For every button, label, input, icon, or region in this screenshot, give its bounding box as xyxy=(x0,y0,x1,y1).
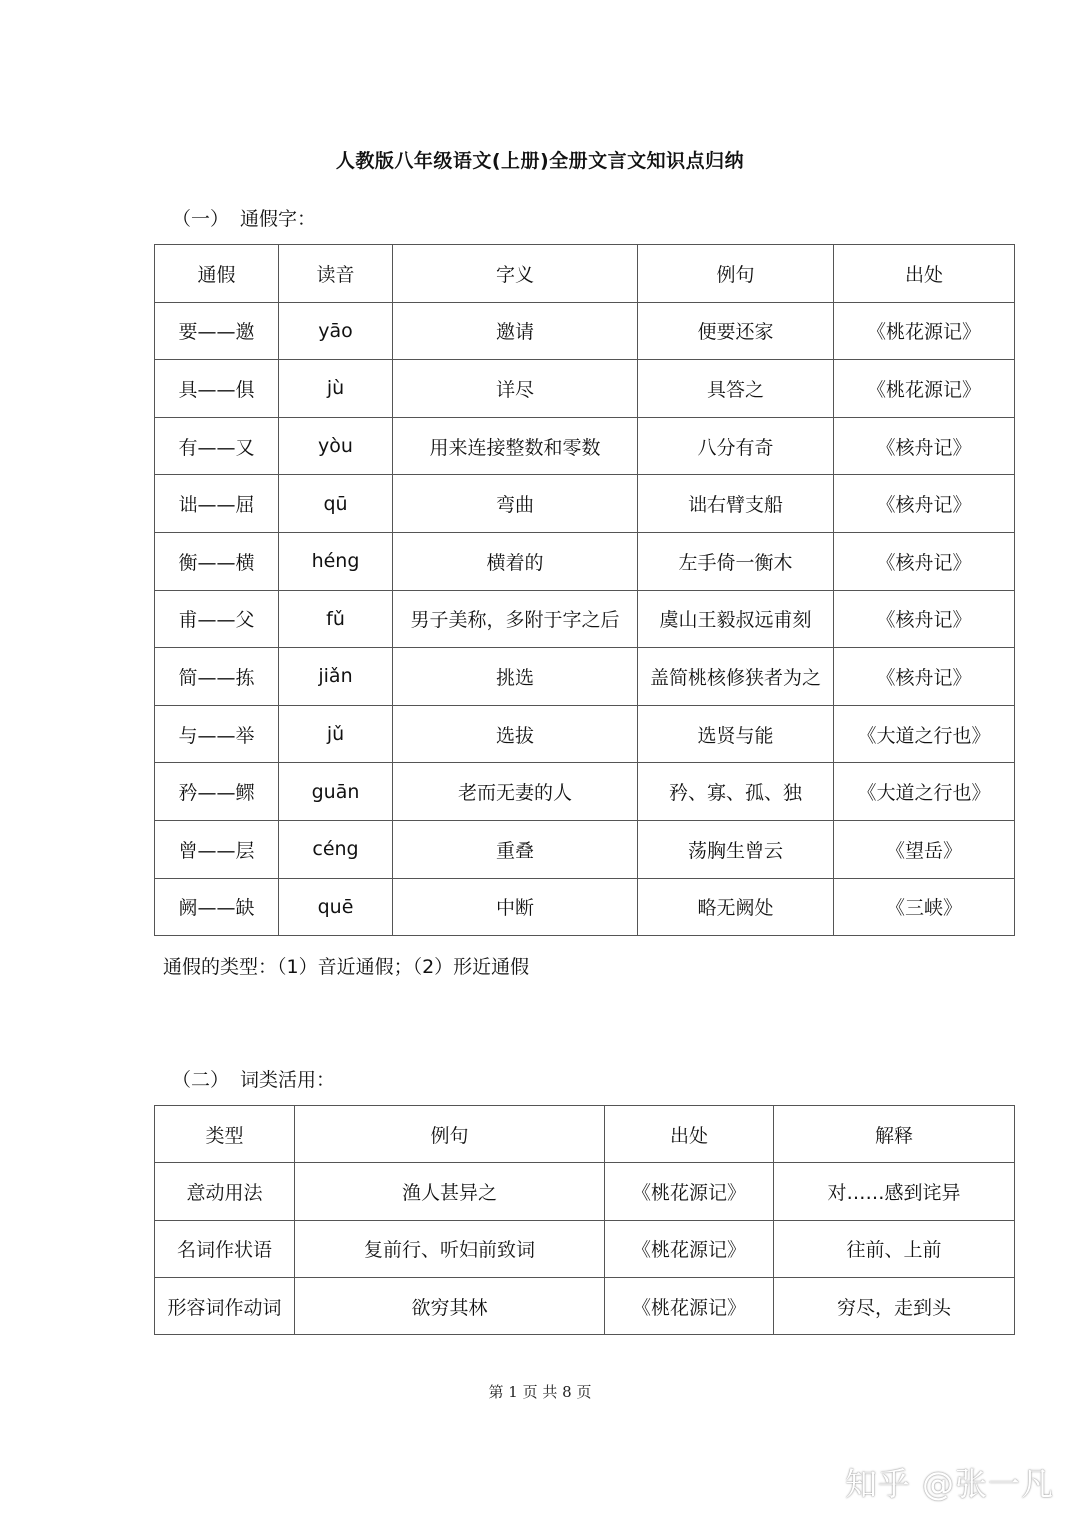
table-cell: jiǎn xyxy=(279,648,393,706)
table-cell: 《大道之行也》 xyxy=(834,705,1015,763)
header-cell: 字义 xyxy=(393,245,638,303)
table-cell: 荡胸生曾云 xyxy=(638,820,834,878)
table-cell: 具答之 xyxy=(638,360,834,418)
table-cell: 八分有奇 xyxy=(638,417,834,475)
table-cell: 往前、上前 xyxy=(774,1220,1015,1277)
table-cell: 《桃花源记》 xyxy=(605,1163,774,1220)
table-row xyxy=(155,648,1015,706)
table-cell: 阙——缺 xyxy=(155,878,279,936)
table-row xyxy=(155,590,1015,648)
table-row xyxy=(155,360,1015,418)
table-cell: 诎——屈 xyxy=(155,475,279,533)
table-cell: 老而无妻的人 xyxy=(393,763,638,821)
table-cell: 虞山王毅叔远甫刻 xyxy=(638,590,834,648)
header-cell: 例句 xyxy=(638,245,834,303)
header-cell: 出处 xyxy=(834,245,1015,303)
header-cell: 类型 xyxy=(155,1106,295,1163)
table-row xyxy=(155,878,1015,936)
table-cell: 便要还家 xyxy=(638,302,834,360)
table-cell: qū xyxy=(279,475,393,533)
table-cell: 《大道之行也》 xyxy=(834,763,1015,821)
table-cell: 中断 xyxy=(393,878,638,936)
table-cell: 《核舟记》 xyxy=(834,590,1015,648)
table-cell: 《桃花源记》 xyxy=(834,360,1015,418)
table-cell: 盖简桃核修狭者为之 xyxy=(638,648,834,706)
table-cell: 《桃花源记》 xyxy=(605,1277,774,1334)
table-cell: 《望岳》 xyxy=(834,820,1015,878)
table-cell: 欲穷其林 xyxy=(295,1277,605,1334)
table-cell: 《核舟记》 xyxy=(834,532,1015,590)
table-cell: 与——举 xyxy=(155,705,279,763)
table-cell: yāo xyxy=(279,302,393,360)
table-cell: 《核舟记》 xyxy=(834,648,1015,706)
table-row xyxy=(155,302,1015,360)
header-cell: 解释 xyxy=(774,1106,1015,1163)
table-cell: 用来连接整数和零数 xyxy=(393,417,638,475)
section-number: （二） xyxy=(172,1069,230,1091)
table-cell: 意动用法 xyxy=(155,1163,295,1220)
table-cell: 复前行、听妇前致词 xyxy=(295,1220,605,1277)
table-row xyxy=(155,1277,1015,1334)
table-cell: jù xyxy=(279,360,393,418)
table-row xyxy=(155,417,1015,475)
table-cell: 重叠 xyxy=(393,820,638,878)
table-cell: 矜、寡、孤、独 xyxy=(638,763,834,821)
table-cell: 甫——父 xyxy=(155,590,279,648)
page-title: 人教版八年级语文(上册)全册文言文知识点归纳 xyxy=(335,150,745,172)
header-cell: 例句 xyxy=(295,1106,605,1163)
table-cell: 有——又 xyxy=(155,417,279,475)
table-cell: 详尽 xyxy=(393,360,638,418)
table-row xyxy=(155,820,1015,878)
header-cell: 出处 xyxy=(605,1106,774,1163)
table-row xyxy=(155,532,1015,590)
header-row xyxy=(155,1106,1015,1163)
table-cell: 《三峡》 xyxy=(834,878,1015,936)
section-heading-cileihuoyong xyxy=(172,1065,335,1092)
watermark: 知乎 @张一凡 xyxy=(844,1465,1054,1503)
table-row xyxy=(155,705,1015,763)
header-cell: 读音 xyxy=(279,245,393,303)
table-cell: 横着的 xyxy=(393,532,638,590)
table-cell: céng xyxy=(279,820,393,878)
table-row xyxy=(155,763,1015,821)
table-cell: jǔ xyxy=(279,705,393,763)
header-row xyxy=(155,245,1015,303)
table-cell: 《核舟记》 xyxy=(834,417,1015,475)
table-cell: 矜——鳏 xyxy=(155,763,279,821)
table-cell: fǔ xyxy=(279,590,393,648)
table-cell: 穷尽，走到头 xyxy=(774,1277,1015,1334)
table-cell: 要——邀 xyxy=(155,302,279,360)
table-cell: 选贤与能 xyxy=(638,705,834,763)
table-cell: 《桃花源记》 xyxy=(834,302,1015,360)
tongjia-types-note: 通假的类型：（1）音近通假；（2）形近通假 xyxy=(163,956,530,978)
table-cell: 名词作状语 xyxy=(155,1220,295,1277)
table-cell: 《桃花源记》 xyxy=(605,1220,774,1277)
section-heading-tongjiazi xyxy=(172,204,316,231)
tongjiazi-table xyxy=(154,244,1015,936)
table-cell: 衡——横 xyxy=(155,532,279,590)
table-cell: guān xyxy=(279,763,393,821)
table-cell: 左手倚一衡木 xyxy=(638,532,834,590)
table-cell: 诎右臂支船 xyxy=(638,475,834,533)
header-cell: 通假 xyxy=(155,245,279,303)
table-cell: héng xyxy=(279,532,393,590)
section-number: （一） xyxy=(172,208,230,230)
table-cell: 挑选 xyxy=(393,648,638,706)
page-footer: 第 1 页 共 8 页 xyxy=(488,1383,592,1401)
table-row xyxy=(155,1220,1015,1277)
table-cell: 简——拣 xyxy=(155,648,279,706)
cileihuoyong-table xyxy=(154,1105,1015,1335)
table-cell: 形容词作动词 xyxy=(155,1277,295,1334)
table-cell: 具——俱 xyxy=(155,360,279,418)
table-cell: 对……感到诧异 xyxy=(774,1163,1015,1220)
table-cell: 略无阙处 xyxy=(638,878,834,936)
table-cell: 邀请 xyxy=(393,302,638,360)
table-cell: quē xyxy=(279,878,393,936)
table-cell: yòu xyxy=(279,417,393,475)
section-label: 词类活用： xyxy=(240,1069,336,1091)
table-cell: 男子美称，多附于字之后 xyxy=(393,590,638,648)
table-cell: 选拔 xyxy=(393,705,638,763)
table-cell: 渔人甚异之 xyxy=(295,1163,605,1220)
table-cell: 曾——层 xyxy=(155,820,279,878)
section-label: 通假字： xyxy=(240,208,317,230)
table-cell: 弯曲 xyxy=(393,475,638,533)
table-row xyxy=(155,475,1015,533)
table-cell: 《核舟记》 xyxy=(834,475,1015,533)
table-row xyxy=(155,1163,1015,1220)
